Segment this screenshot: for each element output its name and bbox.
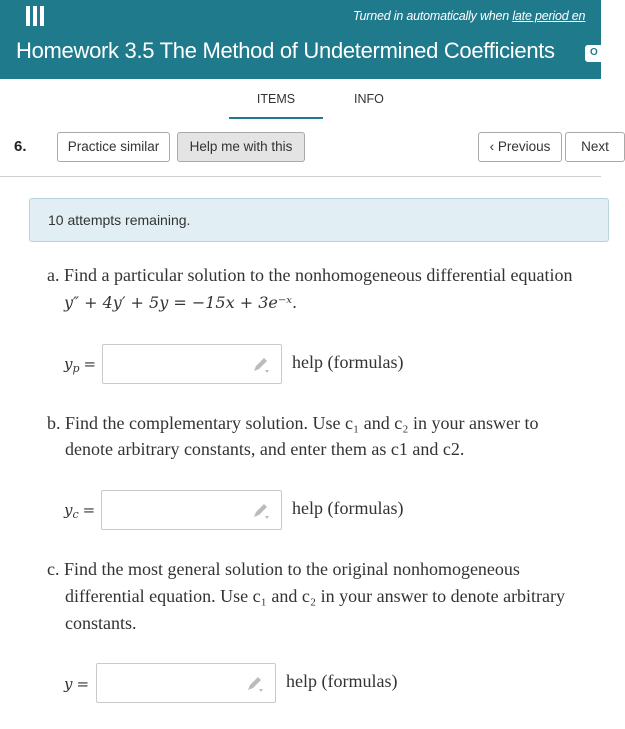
app-header xyxy=(0,0,601,79)
part-a-help-link[interactable]: help (formulas) xyxy=(292,352,404,372)
yp-label xyxy=(64,355,96,375)
part-b-line2: denote arbitrary constants, and enter them as c1 and c2. xyxy=(65,439,465,459)
pencil-icon[interactable] xyxy=(251,502,273,520)
late-period-notice xyxy=(353,9,585,23)
part-b-line1: b. Find the complementary solution. Use c₁ and c₂ in your answer to xyxy=(47,413,539,433)
y-var: y xyxy=(64,675,73,693)
toolbar-divider xyxy=(0,176,601,177)
part-c-line1: c. Find the most general solution to the original nonhomogeneous xyxy=(47,559,520,579)
next-button[interactable]: Next xyxy=(565,132,625,162)
pencil-icon[interactable] xyxy=(251,356,273,374)
previous-label: Previous xyxy=(497,139,551,154)
late-notice-text: Turned in automatically when xyxy=(353,9,510,23)
part-b-help-link[interactable]: help (formulas) xyxy=(292,498,404,518)
tab-info[interactable]: INFO xyxy=(354,92,384,106)
practice-similar-button[interactable]: Practice similar xyxy=(57,132,170,162)
y-answer-input[interactable] xyxy=(96,663,276,703)
tab-items[interactable]: ITEMS xyxy=(229,92,323,119)
yc-label xyxy=(64,501,95,521)
yc-eq: = xyxy=(82,501,96,519)
homework-title: Homework 3.5 The Method of Undetermined Coefficients xyxy=(16,38,555,63)
y-label xyxy=(64,675,89,693)
yp-answer-input[interactable] xyxy=(102,344,282,384)
hamburger-menu-icon[interactable] xyxy=(24,6,46,28)
part-c-line2: differential equation. Use c₁ and c₂ in your answer to denote arbitrary xyxy=(65,586,566,606)
part-c-line3: constants. xyxy=(65,613,137,633)
part-c-help-link[interactable]: help (formulas) xyxy=(286,671,398,691)
chevron-left-icon: ‹ xyxy=(489,139,495,154)
part-a-text: a. Find a particular solution to the nonhomogeneous differential equation xyxy=(47,265,573,285)
attempts-banner: 10 attempts remaining. xyxy=(29,198,609,242)
pencil-icon[interactable] xyxy=(245,675,267,693)
late-period-link[interactable]: late period en xyxy=(512,9,586,23)
yp-sub: p xyxy=(72,362,80,375)
yp-eq: = xyxy=(83,355,97,373)
yp-var: y xyxy=(64,355,73,373)
yc-var: y xyxy=(64,501,73,519)
header-badge[interactable]: O xyxy=(585,45,615,62)
yc-answer-input[interactable] xyxy=(101,490,282,530)
part-a-equation: y″ + 4y′ + 5y = −15x + 3e⁻ˣ. xyxy=(64,293,298,312)
help-me-button[interactable]: Help me with this xyxy=(177,132,305,162)
yc-sub: c xyxy=(72,508,79,521)
question-number: 6. xyxy=(14,138,27,155)
previous-button[interactable] xyxy=(478,132,562,162)
y-eq: = xyxy=(76,675,90,693)
